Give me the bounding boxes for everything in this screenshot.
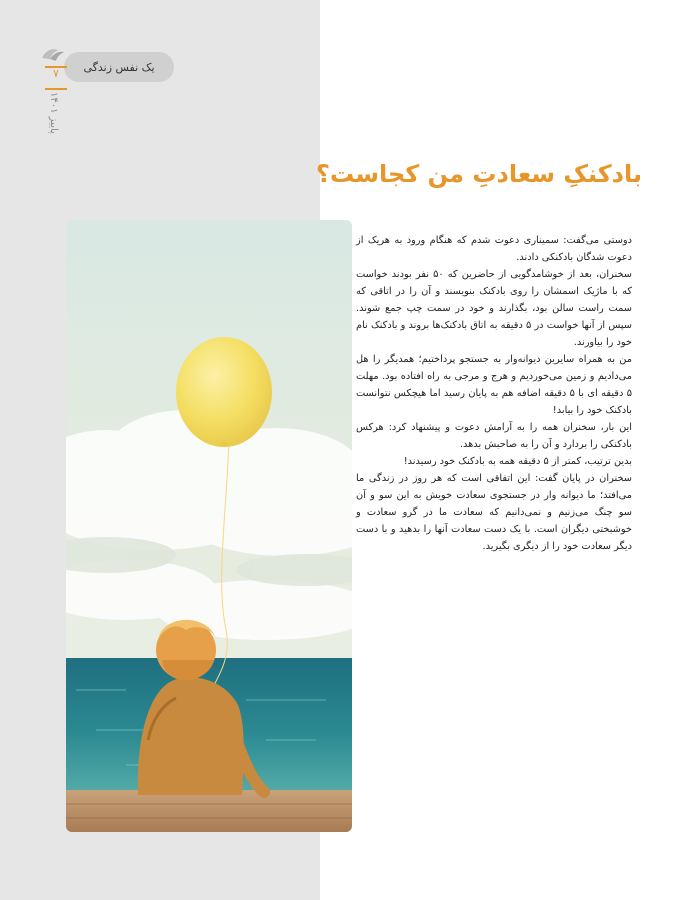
article-paragraph: بدین ترتیب، کمتر از ۵ دقیقه همه به بادکنک خود رسیدند! xyxy=(403,456,632,467)
article-title: بادکنکِ سعادتِ من کجاست؟ xyxy=(316,160,642,188)
magazine-logo-icon xyxy=(40,44,66,64)
article-paragraph: سخنران در پایان گفت: این اتفاقی است که هر روز در زندگی ما می‌افتد؛ ما دیوانه وار در جستجوی سعادت خویش به این سو و آن سو چنگ می‌زنیم و نمی‌دانیم که سعادت ما در گرو سعادت و خوشبختی دیگران است. با یک دست سعادت آنها را بدهید و با دست دیگر سعادت خود را از دیگری بگیرید. xyxy=(356,473,632,552)
article-paragraph: سخنران، بعد از خوشامدگویی از حاضرین که ۵۰ نفر بودند خواست که با ماژیک اسمشان را روی بادکنک بنویسند و آن را در اتاقی که سمت راست سالن بود، بگذارند و خود در سمت چپ جمع شوند. سپس از آنها خواست در ۵ دقیقه به اتاق بادکنک‌ها بروند و بادکنک نام خود را بیاورند. xyxy=(356,269,632,348)
page-number-rule-bottom xyxy=(45,88,67,90)
article-paragraph: دوستی می‌گفت: سمیناری دعوت شدم که هنگام ورود به هریک از دعوت شدگان بادکنکی دادند. xyxy=(356,235,632,263)
article-body xyxy=(356,232,632,555)
page-number: ۷ xyxy=(53,67,59,80)
article-illustration xyxy=(66,220,352,832)
section-tab xyxy=(64,52,174,82)
boy-with-balloon-image xyxy=(66,220,352,832)
issue-date: پاییز ۱۴۰۱ xyxy=(48,92,59,134)
section-label: یک نفس زندگی xyxy=(83,60,155,74)
article-paragraph: این بار، سخنران همه را به آرامش دعوت و پیشنهاد کرد: هرکس بادکنکی را بردارد و آن را به صاحبش بدهد. xyxy=(356,422,632,450)
article-paragraph: من به همراه سایرین دیوانه‌وار به جستجو پرداختیم؛ همدیگر را هل می‌دادیم و زمین می‌خوردیم و هرج و مرجی به راه افتاده بود. مهلت ۵ دقیقه ای با ۵ دقیقه اضافه هم به پایان رسید اما هیچکس نتوانست بادکنک خود را بیابد! xyxy=(356,354,632,416)
